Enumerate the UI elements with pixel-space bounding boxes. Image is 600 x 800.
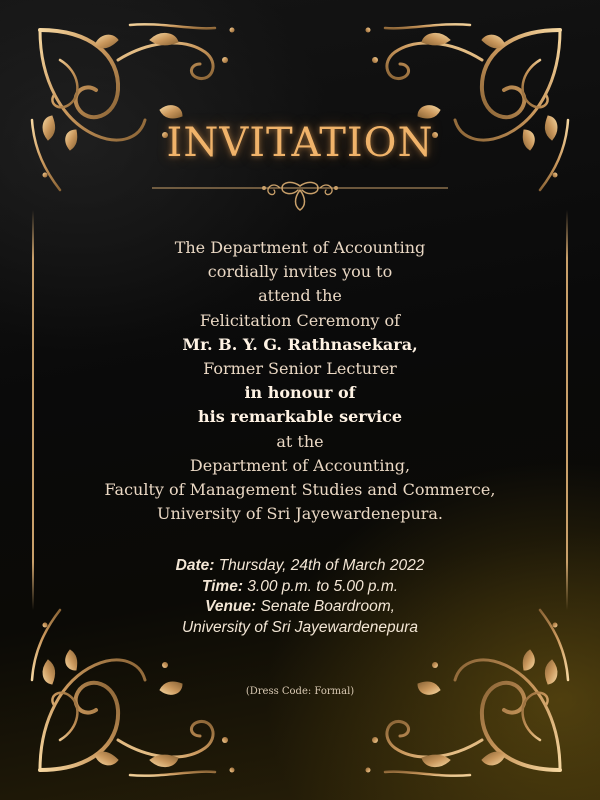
body-line: cordially invites you to — [207, 262, 393, 282]
venue-row — [60, 597, 540, 618]
venue-value: Senate Boardroom, — [256, 598, 395, 615]
venue-label: Venue: — [205, 598, 257, 615]
invitation-body — [60, 236, 540, 526]
date-row — [60, 556, 540, 577]
date-value: Thursday, 24th of March 2022 — [214, 557, 425, 574]
body-line: The Department of Accounting — [174, 238, 426, 257]
body-line: Felicitation Ceremony of — [199, 310, 401, 330]
invitation-title: INVITATION — [166, 120, 434, 166]
venue-row-2: University of Sri Jayewardenepura — [181, 618, 419, 636]
event-details — [60, 556, 540, 638]
body-line: Former Senior Lecturer — [203, 359, 397, 379]
right-border-line — [566, 210, 568, 610]
body-line: Department of Accounting, — [189, 455, 411, 475]
body-line: University of Sri Jayewardenepura. — [156, 504, 444, 524]
time-value: 3.00 p.m. to 5.00 p.m. — [242, 577, 399, 595]
body-line: attend the — [258, 286, 342, 306]
body-line: at the — [276, 431, 324, 451]
top-left-flourish-icon — [0, 0, 250, 200]
body-line: Faculty of Management Studies and Commerce, — [104, 480, 496, 500]
left-border-line — [32, 210, 34, 610]
top-right-flourish-icon — [350, 0, 600, 200]
body-line-bold: in honour of — [244, 383, 356, 403]
honoree-name: Mr. B. Y. G. Rathnasekara, — [182, 334, 418, 354]
body-line-bold: his remarkable service — [197, 407, 402, 427]
scroll-ornament-icon — [152, 176, 448, 216]
time-label: Time: — [201, 577, 243, 595]
date-label: Date: — [175, 557, 215, 574]
time-row — [60, 577, 540, 598]
dress-code: (Dress Code: Formal) — [245, 686, 355, 697]
